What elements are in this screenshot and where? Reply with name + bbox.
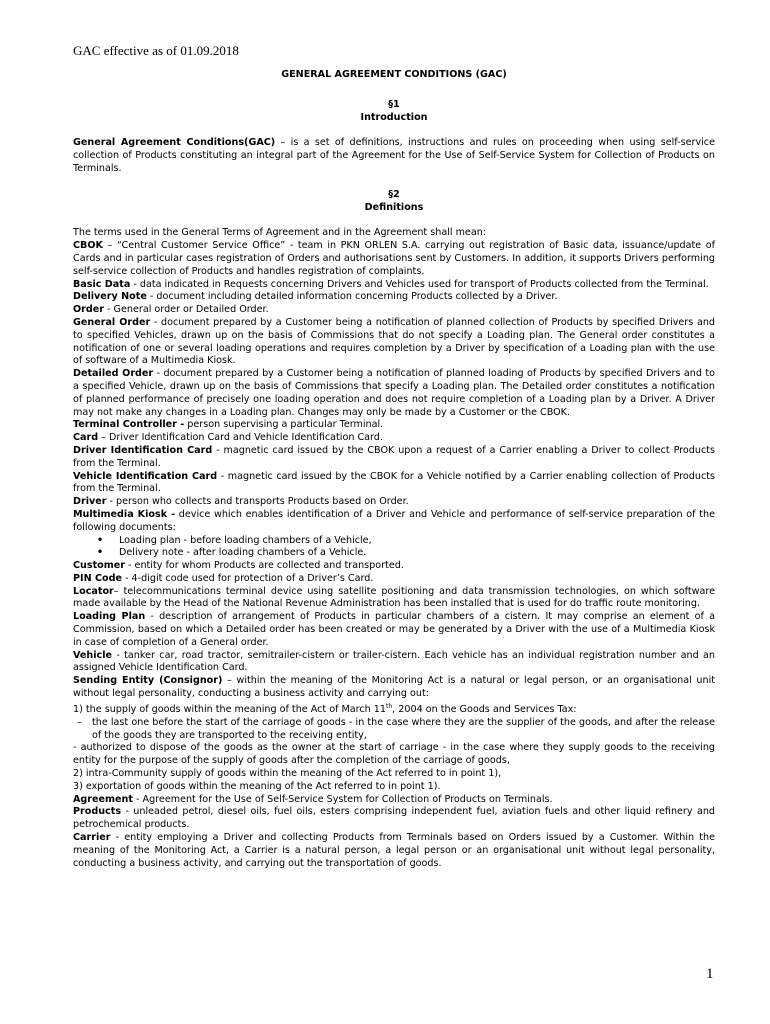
section-1-paragraph [73,137,715,175]
section-2-number: §2 [388,188,400,200]
definition-item [73,304,715,317]
term: Order [73,304,104,316]
term: General Agreement Conditions(GAC) [73,137,276,149]
definition-item [73,419,715,432]
definition-text: - document including detailed information concerning Products collected by a Driver. [146,291,558,303]
definition-text: - person who collects and transports Products based on Order. [106,496,409,508]
definition-item [73,650,715,676]
term: Driver [73,496,107,508]
list-item: • Delivery note - after loading chambers of a Vehicle. [73,547,715,560]
sending-entity-dash-list [73,717,715,743]
definition-item [73,794,715,807]
definition-text: - entity for whom Products are collected and transported. [125,560,404,572]
definition-text: - unleaded petrol, diesel oils, fuel oils, esters comprising independent fuel, aviation fuels and other liquid refinery and petrochemical products. [73,806,715,831]
term: Basic Data [73,278,131,290]
definition-text: - General order or Detailed Order. [104,304,269,316]
superscript: th [386,702,393,710]
term: Loading Plan [73,611,146,623]
definition-text: - magnetic card issued by the CBOK upon a request of a Carrier enabling a Driver to collect Products from the Terminal. [73,444,715,469]
definition-text: - document prepared by a Customer being a notification of planned collection of Products by specified Drivers and to specified Vehicles, drawn up on the basis of Commissions that do not specify a Loading plan. The General order constitutes a notification of one or several loading operations and requires completion by a Driver by specification of a Loading plan with the use of software of a Multimedia Kiosk. [73,316,716,367]
sending-entity-line: - authorized to dispose of the goods as the owner at the start of carriage - in the case where they supply goods to the receiving entity for the purpose of the supply of goods after the completion of the carriage of goods, [73,742,715,767]
definition-item [73,586,715,612]
definition-text: - tanker car, road tractor, semitrailer-cistern or trailer-cistern. Each vehicle has an individual registration number and an assigned Vehicle Identification Card. [73,649,715,674]
definition-item [73,806,715,832]
term: Multimedia Kiosk - [73,508,176,520]
list-item: – the last one before the start of the carriage of goods - in the case where they are the supplier of the goods, and after the release of the goods they are transported to the receiving entity, [73,717,715,743]
term: Vehicle Identification Card [73,470,218,482]
term: Agreement [73,793,133,805]
term: CBOK [73,240,103,252]
term: Detailed Order [73,368,154,380]
term: Carrier [73,832,111,844]
definition-text: – “Central Customer Service Office” - team in PKN ORLEN S.A. carrying out registration of Basic data, issuance/update of Cards and in particular cases registration of Orders and authorisations sent by Customers. In addition, it supports Drivers performing self-service collection of Products and handles registration of complaints. [73,240,715,277]
definition-item [73,317,715,368]
page-header: GAC effective as of 01.09.2018 [73,43,239,58]
definition-item [73,675,715,701]
term: Vehicle [73,649,113,661]
definitions-intro: The terms used in the General Terms of Agreement and in the Agreement shall mean: [73,227,487,239]
page-number: 1 [706,966,714,982]
definition-text: - entity employing a Driver and collecting Products from Terminals based on Orders issued by a Customer. Within the meaning of the Monitoring Act, a Carrier is a natural person, a legal person or an organisational unit without legal personality, conducting a business activity, and carrying out the transportation of goods. [73,832,715,869]
definition-item [73,471,715,497]
term: Locator [73,585,114,597]
list-item: • Loading plan - before loading chambers of a Vehicle, [73,535,715,548]
term: General Order [73,316,151,328]
document-title: GENERAL AGREEMENT CONDITIONS (GAC) [281,69,507,80]
section-1-title: Introduction [360,111,428,123]
definition-item [73,240,715,278]
definition-item [73,279,715,292]
definition-text: - document prepared by a Customer being a notification of planned loading of Products by specified Drivers and to a specified Vehicle, drawn up on the basis of Commissions that specify a Loading plan. The Detailed order constitutes a notification of planned performance of precisely one loading operation and does not require completion of a Loading plan by a Driver. A Driver may not make any changes in a Loading plan. Changes may only be made by a Customer or the CBOK. [73,368,715,418]
sending-entity-point-1 [73,701,715,717]
definition-text: – is a set of definitions, instructions and rules on proceeding when using self-service collection of Products constituting an integral part of the Agreement for the Use of Self-Service System for Collection of Products on Terminals. [73,137,715,174]
sending-entity-line: 3) exportation of goods within the meaning of the Act referred to in point 1). [73,780,441,792]
definition-text: person supervising a particular Terminal. [184,419,384,431]
term: Card [73,432,99,444]
document-body [73,69,715,870]
term: Products [73,806,122,818]
definition-text: - magnetic card issued by the CBOK for a Vehicle notified by a Carrier enabling collection of Products from the Terminal. [73,470,715,495]
point-text: , 2004 on the Goods and Services Tax: [392,704,577,716]
definition-item [73,445,715,471]
definition-item [73,368,715,419]
definition-text: – within the meaning of the Monitoring Act is a natural or legal person, or an organisational unit without legal personality, conducting a business activity and carrying out: [73,675,715,700]
definition-item [73,560,715,573]
sending-entity-line: 2) intra-Community supply of goods within the meaning of the Act referred to in point 1), [73,768,502,780]
definition-text: - Agreement for the Use of Self-Service System for Collection of Products on Terminals. [132,793,553,805]
term: Delivery Note [73,291,147,303]
definition-item [73,432,715,445]
term: Driver Identification Card [73,444,213,456]
definition-text: – Driver Identification Card and Vehicle Identification Card. [98,432,383,444]
definition-text: - data indicated in Requests concerning Drivers and Vehicles used for transport of Products collected from the Terminal. [130,278,709,290]
definition-item [73,573,715,586]
definition-item [73,291,715,304]
definition-text: – telecommunications terminal device using satellite positioning and data transmission technologies, on which software made available by the Head of the National Revenue Administration has been installed that is used for do traffic route monitoring. [73,585,715,610]
kiosk-document-list [73,535,715,561]
definition-text: device which enables identification of a Driver and Vehicle and performance of self-service preparation of the following documents: [73,508,715,533]
section-1-number: §1 [388,98,400,110]
definition-item [73,509,715,535]
term: Sending Entity (Consignor) [73,675,223,687]
definition-text: - description of arrangement of Products in particular chambers of a cistern. It may comprise an element of a Commission, based on which a Detailed order has been created or may be generated by a Driver with the use of a Multimedia Kiosk in case of completion of a General order. [73,611,715,648]
section-2-title: Definitions [364,201,424,213]
definition-text: - 4-digit code used for protection of a Driver’s Card. [121,572,374,584]
term: PIN Code [73,572,122,584]
definition-item [73,611,715,649]
definition-item [73,496,715,509]
definition-item [73,832,715,870]
term: Terminal Controller - [73,419,185,431]
point-text: 1) the supply of goods within the meaning of the Act of March 11 [73,704,387,716]
term: Customer [73,560,125,572]
